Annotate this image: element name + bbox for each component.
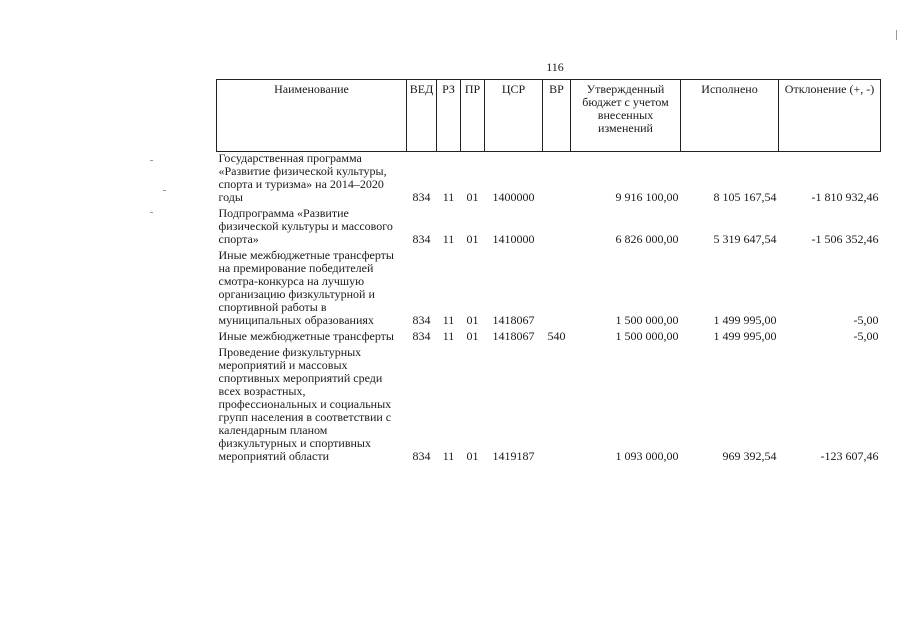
row-vr xyxy=(543,346,571,466)
row-csr: 1400000 xyxy=(492,190,535,204)
row-ved: 834 xyxy=(412,449,431,463)
row-name: Иные межбюджетные трансферты xyxy=(218,329,394,343)
table-row xyxy=(217,207,881,249)
row-approved: 9 916 100,00 xyxy=(615,190,679,204)
table-header-row xyxy=(217,80,881,152)
row-name: Проведение физкультурных мероприятий и массовых спортивных мероприятий среди всех возрастных, профессиональных и социальных групп населения в соответствии с календарным планом физкультурных и спортивных мероприятий области xyxy=(218,345,392,463)
row-csr: 1418067 xyxy=(492,313,535,327)
scan-edge-mark xyxy=(896,30,897,40)
row-deviation: -1 506 352,46 xyxy=(811,232,879,246)
scan-speck xyxy=(150,212,153,213)
row-executed: 5 319 647,54 xyxy=(713,232,777,246)
row-pr: 01 xyxy=(466,329,479,343)
row-ved: 834 xyxy=(412,190,431,204)
row-name: Подпрограмма «Развитие физической культуры и массового спорта» xyxy=(218,206,393,246)
row-name: Государственная программа «Развитие физической культуры, спорта и туризма» на 2014–2020 годы xyxy=(218,151,387,204)
scan-speck xyxy=(150,160,153,161)
row-deviation: -5,00 xyxy=(853,329,879,343)
row-rz: 11 xyxy=(442,190,455,204)
row-rz: 11 xyxy=(442,232,455,246)
header-ved: ВЕД xyxy=(407,80,437,152)
header-vr: ВР xyxy=(543,80,571,152)
row-csr: 1410000 xyxy=(492,232,535,246)
table-row xyxy=(217,346,881,466)
table-row xyxy=(217,249,881,330)
table-row xyxy=(217,330,881,346)
row-vr xyxy=(543,207,571,249)
row-deviation: -1 810 932,46 xyxy=(811,190,879,204)
row-pr: 01 xyxy=(466,190,479,204)
row-ved: 834 xyxy=(412,232,431,246)
row-deviation: -123 607,46 xyxy=(820,449,879,463)
row-ved: 834 xyxy=(412,313,431,327)
budget-execution-table xyxy=(216,79,881,466)
header-rz: РЗ xyxy=(437,80,461,152)
row-name: Иные межбюджетные трансферты на премирование победителей смотра-конкурса на лучшую организацию физкультурной и спортивной работы в муниципальных образованиях xyxy=(218,248,394,327)
header-pr: ПР xyxy=(461,80,485,152)
row-pr: 01 xyxy=(466,313,479,327)
header-executed: Исполнено xyxy=(681,80,779,152)
row-approved: 6 826 000,00 xyxy=(615,232,679,246)
row-vr: 540 xyxy=(547,329,566,343)
row-csr: 1419187 xyxy=(492,449,535,463)
page-number: 116 xyxy=(546,60,564,74)
row-csr: 1418067 xyxy=(492,329,535,343)
header-deviation: Отклонение (+, -) xyxy=(779,80,881,152)
row-executed: 1 499 995,00 xyxy=(713,329,777,343)
row-rz: 11 xyxy=(442,449,455,463)
row-executed: 8 105 167,54 xyxy=(713,190,777,204)
row-vr xyxy=(543,249,571,330)
row-executed: 969 392,54 xyxy=(722,449,777,463)
row-pr: 01 xyxy=(466,232,479,246)
row-rz: 11 xyxy=(442,313,455,327)
row-vr xyxy=(543,152,571,208)
row-pr: 01 xyxy=(466,449,479,463)
row-approved: 1 093 000,00 xyxy=(615,449,679,463)
row-deviation: -5,00 xyxy=(853,313,879,327)
header-csr: ЦСР xyxy=(485,80,543,152)
header-approved: Утвержденный бюджет с учетом внесенных изменений xyxy=(571,80,681,152)
row-approved: 1 500 000,00 xyxy=(615,313,679,327)
row-rz: 11 xyxy=(442,329,455,343)
header-name: Наименование xyxy=(217,80,407,152)
row-executed: 1 499 995,00 xyxy=(713,313,777,327)
row-approved: 1 500 000,00 xyxy=(615,329,679,343)
scan-speck xyxy=(163,190,166,191)
row-ved: 834 xyxy=(412,329,431,343)
table-row xyxy=(217,152,881,208)
